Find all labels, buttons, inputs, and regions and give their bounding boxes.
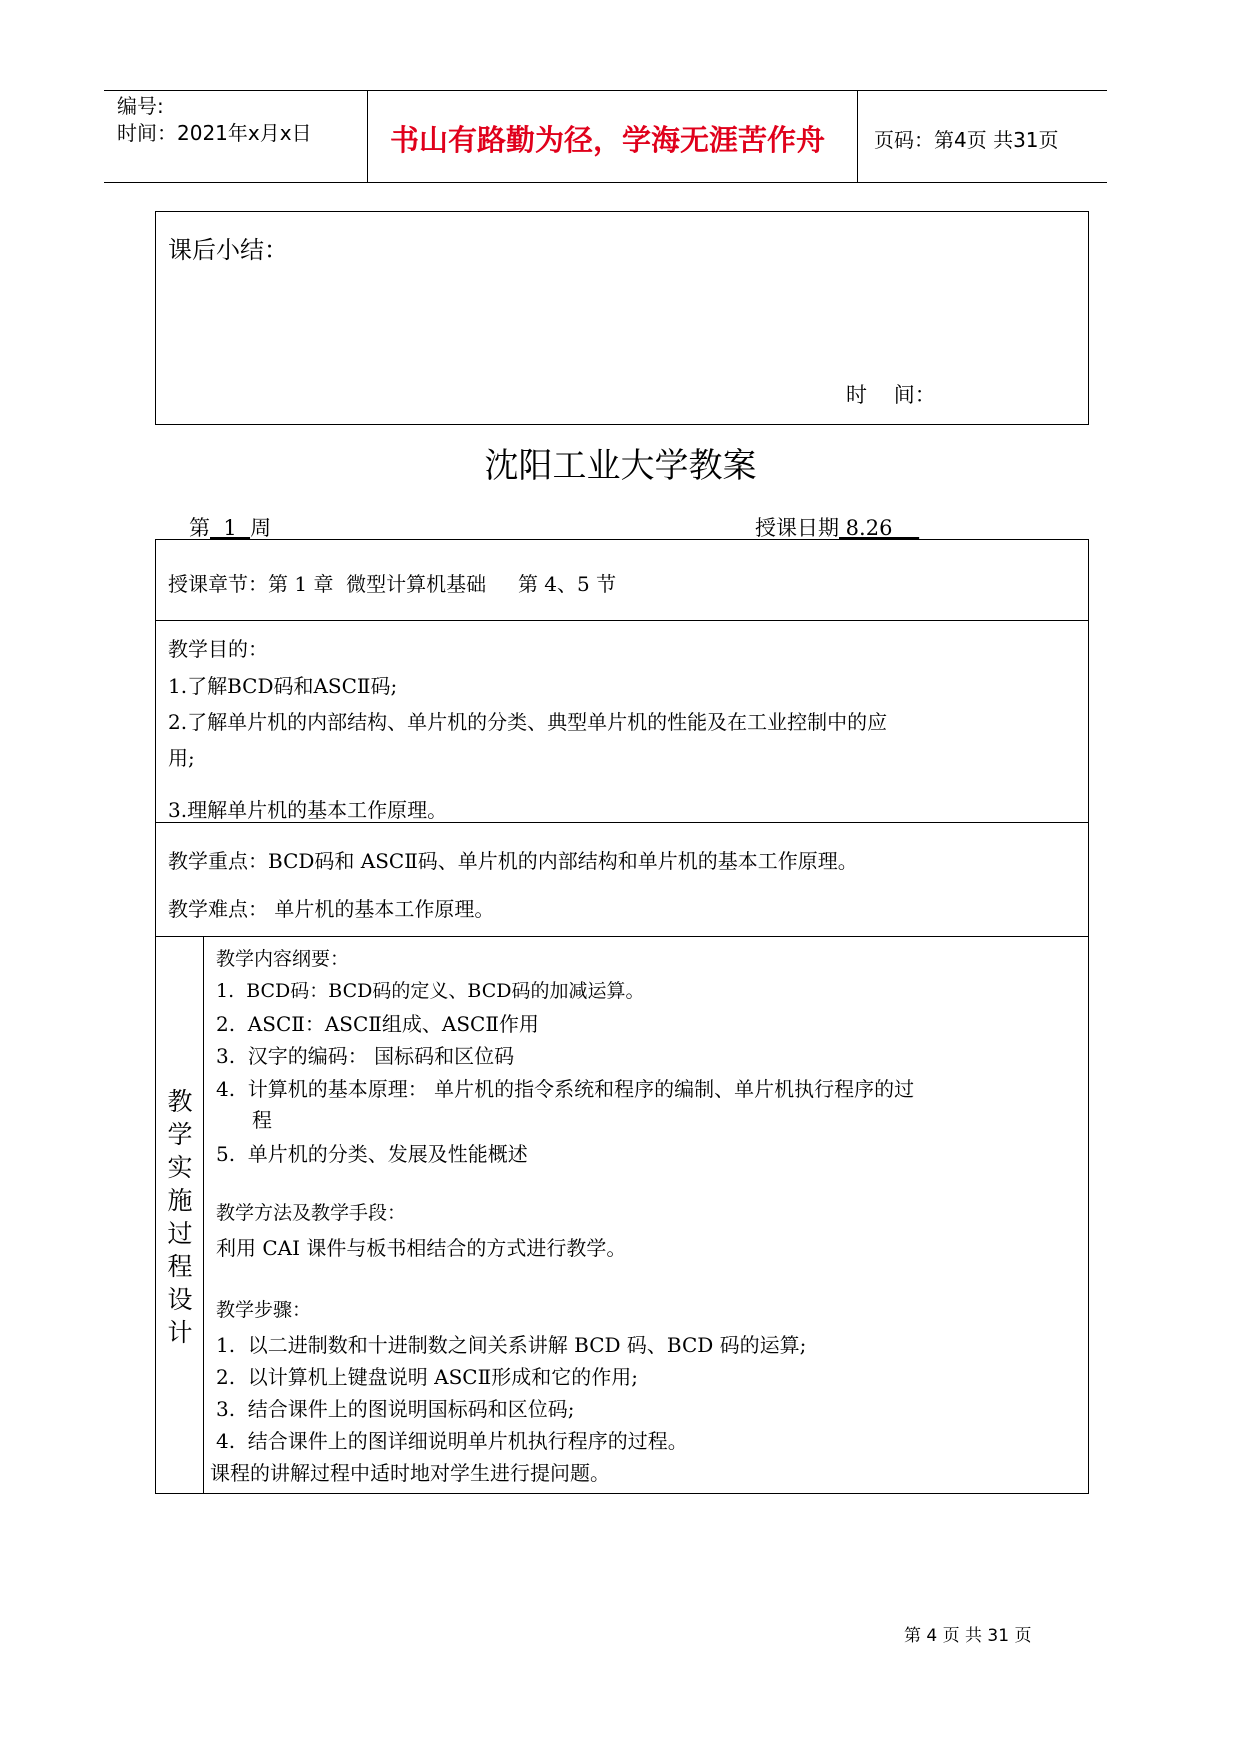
side-char: 设 (167, 1285, 193, 1314)
difficulties: 教学难点： 单片机的基本工作原理。 (168, 897, 495, 921)
objective-item: 2.了解单片机的内部结构、单片机的分类、典型单片机的性能及在工业控制中的应 (168, 710, 888, 734)
side-char: 实 (167, 1153, 193, 1182)
objective-item: 1.了解BCD码和ASCⅡ码; (168, 674, 398, 698)
step-item: 4. 结合课件上的图详细说明单片机执行程序的过程。 (216, 1429, 688, 1453)
page-info: 页码：第4页 共31页 (874, 128, 1059, 152)
step-item: 2. 以计算机上键盘说明 ASCⅡ形成和它的作用; (216, 1365, 638, 1389)
objective-item: 3.理解单片机的基本工作原理。 (168, 798, 448, 822)
outline-item: 5. 单片机的分类、发展及性能概述 (216, 1142, 528, 1166)
summary-label: 课后小结： (168, 236, 288, 264)
step-item: 课程的讲解过程中适时地对学生进行提问题。 (210, 1461, 610, 1485)
time-label: 时间：2021年x月x日 (117, 121, 312, 145)
date-label: 授课日期 (755, 516, 839, 540)
side-char: 学 (167, 1120, 193, 1149)
header-bottom-rule (104, 182, 1107, 183)
week-line (189, 512, 271, 542)
week-prefix: 第 (189, 516, 210, 540)
page-title: 沈阳工业大学教案 (484, 446, 757, 486)
motto: 书山有路勤为径，学海无涯苦作舟 (390, 123, 826, 157)
outline-label: 教学内容纲要： (216, 948, 350, 970)
method-text: 利用 CAI 课件与板书相结合的方式进行教学。 (216, 1236, 627, 1260)
row-divider-3 (155, 936, 1089, 937)
row-divider-1 (155, 620, 1089, 621)
date-value: 8.26 (839, 516, 920, 540)
step-item: 1. 以二进制数和十进制数之间关系讲解 BCD 码、BCD 码的运算; (216, 1333, 807, 1357)
objectives-label: 教学目的： (168, 637, 268, 661)
process-side-label (155, 1085, 205, 1349)
outline-item: 4. 计算机的基本原理： 单片机的指令系统和程序的编制、单片机执行程序的过 (216, 1077, 915, 1101)
outline-item: 3. 汉字的编码： 国标码和区位码 (216, 1044, 515, 1068)
header-divider-right (857, 90, 858, 183)
steps-label: 教学步骤： (216, 1299, 312, 1321)
objective-item: 用; (168, 746, 195, 770)
method-label: 教学方法及教学手段： (216, 1202, 407, 1224)
side-char: 程 (167, 1252, 193, 1281)
step-item: 3. 结合课件上的图说明国标码和区位码; (216, 1397, 575, 1421)
page-footer: 第 4 页 共 31 页 (904, 1626, 1032, 1646)
week-number: 1 (210, 516, 251, 540)
outline-item: 2. ASCⅡ：ASCⅡ组成、ASCⅡ作用 (216, 1012, 539, 1036)
header-divider-left (367, 90, 368, 183)
side-char: 计 (167, 1318, 193, 1347)
side-char: 过 (167, 1219, 193, 1248)
header-top-rule (104, 90, 1107, 91)
outline-item: 1. BCD码：BCD码的定义、BCD码的加减运算。 (216, 980, 645, 1002)
side-char: 教 (167, 1087, 193, 1116)
serial-label: 编号: (117, 94, 164, 118)
summary-time-label: 时 间： (846, 383, 936, 407)
date-line (755, 512, 919, 542)
summary-box (155, 211, 1089, 425)
key-points: 教学重点：BCD码和 ASCⅡ码、单片机的内部结构和单片机的基本工作原理。 (168, 849, 858, 873)
week-suffix: 周 (250, 516, 272, 540)
side-char: 施 (167, 1186, 193, 1215)
outline-item: 程 (252, 1108, 272, 1132)
chapter-line: 授课章节：第 1 章 微型计算机基础 第 4、5 节 (168, 572, 617, 596)
